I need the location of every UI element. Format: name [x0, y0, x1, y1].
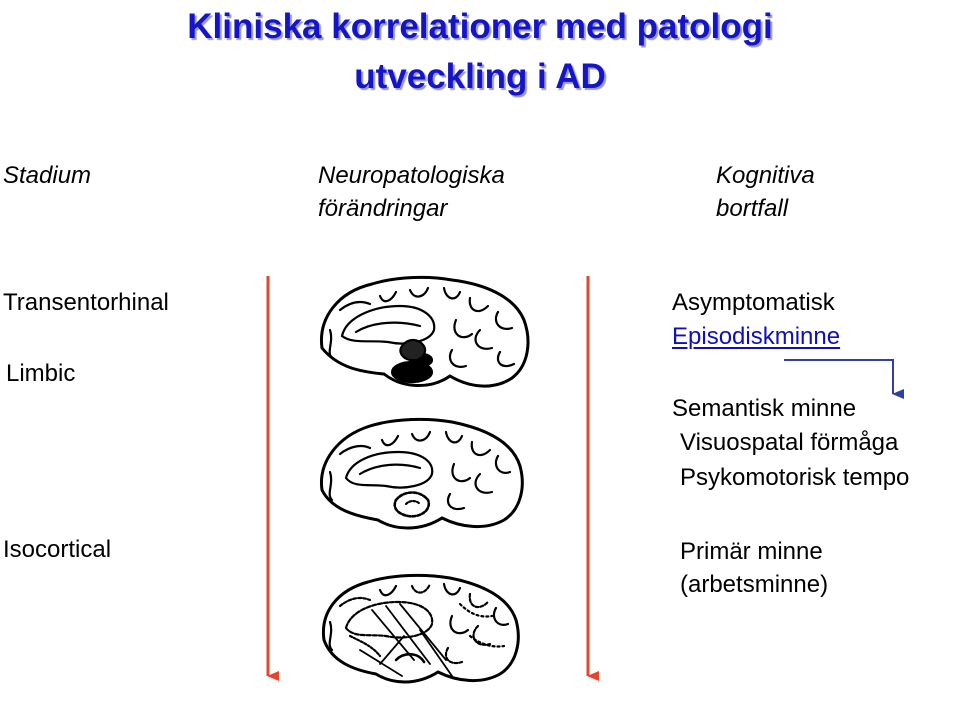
deficit-visuospatial: Visuospatal förmåga	[680, 429, 899, 456]
header-neuro-line2: förändringar	[318, 195, 448, 222]
deficit-primary-line1: Primär minne	[680, 538, 823, 565]
deficit-psychomotor: Psykomotorisk tempo	[680, 464, 910, 491]
header-neuro-line1: Neuropatologiska	[318, 162, 505, 189]
deficit-episodic: Episodiskminne	[672, 323, 841, 350]
page-title-line2: utveckling i AD	[354, 57, 606, 96]
header-cognitive-line1: Kognitiva	[716, 162, 815, 189]
header-cognitive-line2: bortfall	[716, 195, 789, 222]
brain-stage-3-icon	[323, 575, 518, 682]
deficit-primary-line2: (arbetsminne)	[680, 571, 829, 598]
stage-limbic: Limbic	[6, 360, 76, 387]
deficit-semantic: Semantisk minne	[672, 395, 857, 422]
deficit-asymptomatic: Asymptomatisk	[672, 289, 835, 316]
header-stage: Stadium	[3, 162, 92, 189]
page-title-line1: Kliniska korrelationer med patologi	[187, 7, 773, 46]
brain-stage-2-icon	[321, 419, 522, 528]
brain-stage-1-icon	[321, 277, 528, 386]
stage-isocortical: Isocortical	[3, 536, 112, 563]
blue-arrow	[784, 360, 893, 394]
stage-transentorhinal: Transentorhinal	[3, 289, 169, 316]
